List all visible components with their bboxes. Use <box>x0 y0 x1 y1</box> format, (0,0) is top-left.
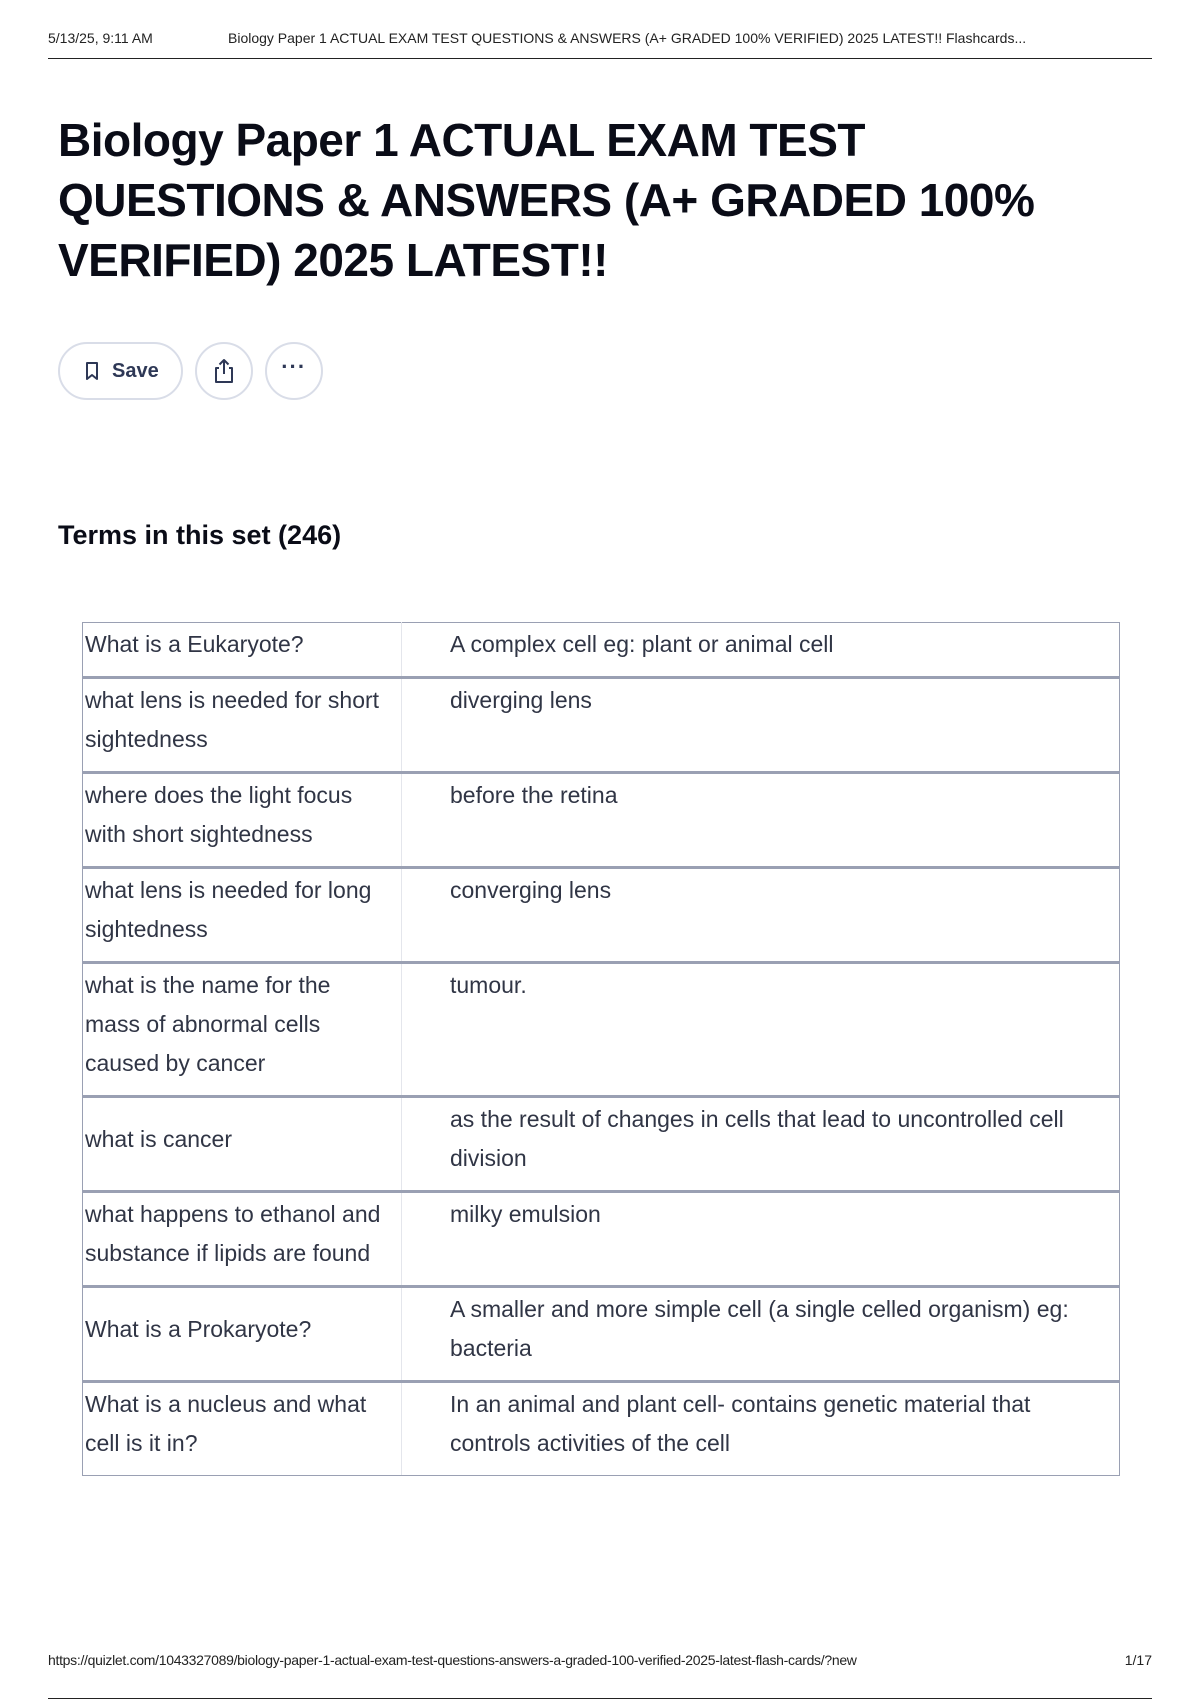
term-row <box>83 773 1120 868</box>
definition-text: tumour. <box>402 963 1120 1097</box>
definition-text: A complex cell eg: plant or animal cell <box>402 623 1120 678</box>
definition-text: as the result of changes in cells that lead to uncontrolled cell division <box>402 1097 1120 1192</box>
share-icon <box>211 357 237 385</box>
print-header <box>48 30 1152 59</box>
term-row <box>83 678 1120 773</box>
term-row <box>83 623 1120 678</box>
share-button[interactable] <box>195 342 253 400</box>
term-text: What is a nucleus and what cell is it in? <box>83 1382 402 1476</box>
term-row <box>83 963 1120 1097</box>
more-options-button[interactable] <box>265 342 323 400</box>
page-title: Biology Paper 1 ACTUAL EXAM TEST QUESTIONS & ANSWERS (A+ GRADED 100% VERIFIED) 2025 LATEST!! <box>58 114 1035 286</box>
print-footer <box>48 1652 1152 1699</box>
print-doc-title: Biology Paper 1 ACTUAL EXAM TEST QUESTIONS & ANSWERS (A+ GRADED 100% VERIFIED) 2025 LATEST!! Flashcards... <box>228 30 1027 46</box>
term-text: where does the light focus with short sightedness <box>83 773 402 868</box>
term-row <box>83 1382 1120 1476</box>
print-date: 5/13/25, 9:11 AM <box>48 30 153 46</box>
page-number: 1/17 <box>1124 1652 1152 1668</box>
term-row <box>83 1192 1120 1287</box>
term-text: what is the name for the mass of abnormal cells caused by cancer <box>83 963 402 1097</box>
definition-text: diverging lens <box>402 678 1120 773</box>
definition-text: before the retina <box>402 773 1120 868</box>
definition-text: converging lens <box>402 868 1120 963</box>
terms-heading: Terms in this set (246) <box>58 520 342 550</box>
definition-text: In an animal and plant cell- contains genetic material that controls activities of the cell <box>402 1382 1120 1476</box>
save-label: Save <box>112 359 159 382</box>
page-url: https://quizlet.com/1043327089/biology-paper-1-actual-exam-test-questions-answers-a-graded-100-verified-2025-latest-flash-cards/?new <box>48 1652 857 1668</box>
term-text: What is a Eukaryote? <box>83 623 402 678</box>
term-row <box>83 1287 1120 1382</box>
terms-table <box>82 622 1120 1476</box>
term-row <box>83 1097 1120 1192</box>
term-text: what lens is needed for long sightedness <box>83 868 402 963</box>
bookmark-icon <box>84 361 100 381</box>
action-bar <box>58 342 323 400</box>
term-row <box>83 868 1120 963</box>
term-text: What is a Prokaryote? <box>83 1287 402 1382</box>
term-text: what is cancer <box>83 1097 402 1192</box>
term-text: what lens is needed for short sightedness <box>83 678 402 773</box>
definition-text: milky emulsion <box>402 1192 1120 1287</box>
more-options-icon: ··· <box>281 354 307 379</box>
save-button[interactable] <box>58 342 183 400</box>
definition-text: A smaller and more simple cell (a single celled organism) eg: bacteria <box>402 1287 1120 1382</box>
term-text: what happens to ethanol and substance if lipids are found <box>83 1192 402 1287</box>
